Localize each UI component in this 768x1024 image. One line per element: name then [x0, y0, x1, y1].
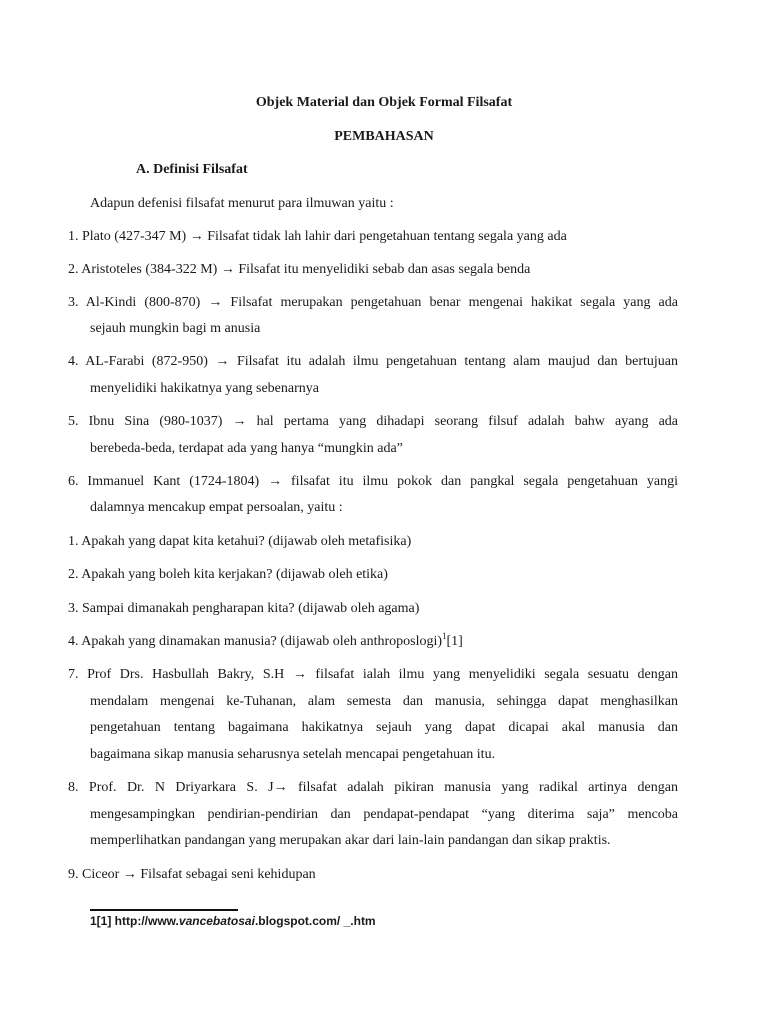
sub-list-item: 1. Apakah yang dapat kita ketahui? (dijawab oleh metafisika)	[68, 534, 412, 549]
sub-list-item: 3. Sampai dimanakah pengharapan kita? (dijawab oleh agama)	[68, 601, 420, 616]
list-item: 8. Prof. Dr. N Driyarkara S. J→ filsafat adalah pikiran manusia yang radikal artinya dengan	[68, 780, 678, 795]
list-item-continuation: memperlihatkan pandangan yang merupakan akar dari lain-lain pandangan dan sikap praktis.	[90, 833, 611, 848]
list-item: 5. Ibnu Sina (980-1037) → hal pertama yang dihadapi seorang filsuf adalah bahw ayang ada	[68, 414, 678, 429]
list-item-continuation: pengetahuan tentang bagaimana hakikatnya sejauh yang dapat dicapai akal manusia dan	[90, 720, 678, 735]
footnote-divider	[90, 909, 238, 911]
section-heading: A. Definisi Filsafat	[136, 162, 248, 177]
list-item: 4. AL-Farabi (872-950) → Filsafat itu adalah ilmu pengetahuan tentang alam maujud dan bertujuan	[68, 354, 678, 369]
list-item-continuation: mendalam mengenai ke-Tuhanan, alam semesta dan manusia, sehingga dapat menghasilkan	[90, 694, 678, 709]
list-item-continuation: dalamnya mencakup empat persoalan, yaitu :	[90, 500, 343, 515]
list-item-continuation: bagaimana sikap manusia seharusnya setelah mencapai pengetahuan itu.	[90, 747, 496, 762]
list-item-continuation: mengesampingkan pendirian-pendirian dan pendapat-pendapat “yang diterima saja” mencoba	[90, 807, 678, 822]
footnote-suffix: .blogspot.com/ _.htm	[254, 914, 376, 928]
sub-list-item-text: 4. Apakah yang dinamakan manusia? (dijawab oleh anthroposlogi)	[68, 634, 443, 649]
sub-list-item	[68, 633, 678, 651]
footnote-prefix: 1[1] http://www.	[90, 914, 179, 928]
sub-list-item: 2. Apakah yang boleh kita kerjakan? (dijawab oleh etika)	[68, 567, 388, 582]
list-item-continuation: menyelidiki hakikatnya yang sebenarnya	[90, 381, 319, 396]
footnote	[90, 914, 376, 928]
list-item: 3. Al-Kindi (800-870) → Filsafat merupakan pengetahuan benar mengenai hakikat segala yang ada	[68, 295, 678, 310]
footnote-link-italic[interactable]: vancebatosai	[178, 914, 255, 928]
list-item: 9. Ciceor → Filsafat sebagai seni kehidupan	[68, 867, 316, 882]
intro-paragraph: Adapun defenisi filsafat menurut para ilmuwan yaitu :	[90, 196, 394, 211]
footnote-reference[interactable]: [1]	[446, 634, 463, 649]
list-item: 6. Immanuel Kant (1724-1804) → filsafat itu ilmu pokok dan pangkal segala pengetahuan yangi	[68, 474, 678, 489]
list-item: 1. Plato (427-347 M) → Filsafat tidak lah lahir dari pengetahuan tentang segala yang ada	[68, 229, 567, 244]
footnote-marker[interactable]: 1	[442, 631, 447, 641]
list-item-continuation: berebeda-beda, terdapat ada yang hanya “mungkin ada”	[90, 441, 403, 456]
list-item-continuation: sejauh mungkin bagi m anusia	[90, 321, 261, 336]
list-item: 2. Aristoteles (384-322 M) → Filsafat itu menyelidiki sebab dan asas segala benda	[68, 262, 531, 277]
document-title: Objek Material dan Objek Formal Filsafat	[255, 95, 513, 110]
list-item: 7. Prof Drs. Hasbullah Bakry, S.H → filsafat ialah ilmu yang menyelidiki segala sesuatu dengan	[68, 667, 678, 682]
chapter-heading: PEMBAHASAN	[334, 129, 434, 144]
